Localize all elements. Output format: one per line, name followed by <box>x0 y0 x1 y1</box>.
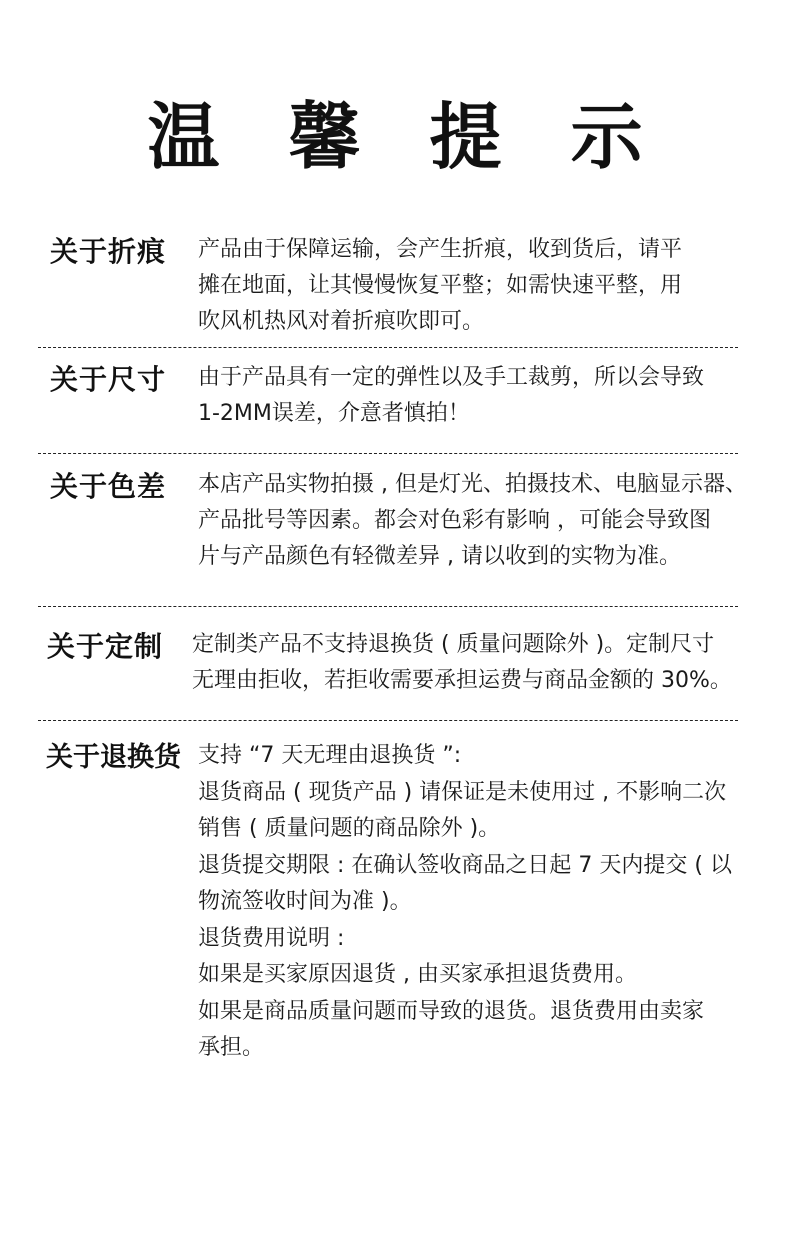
body-line: 无理由拒收，若拒收需要承担运费与商品金额的 30%。 <box>192 668 732 693</box>
body-line: 退货费用说明 : <box>198 925 345 951</box>
body-line: 销售 ( 质量问题的商品除外 )。 <box>198 816 501 841</box>
section-body <box>198 467 747 575</box>
section-label: 关于折痕 <box>50 235 167 268</box>
body-line: 产品由于保障运输，会产生折痕，收到货后，请平 <box>198 237 683 262</box>
page-title: 温 馨 提 示 <box>147 95 665 179</box>
section-label: 关于色差 <box>50 470 167 503</box>
section-body <box>192 627 732 699</box>
dashed-divider <box>38 606 738 607</box>
body-line: 吹风机热风对着折痕吹即可。 <box>198 309 485 334</box>
body-line: 如果是商品质量问题而导致的退货。退货费用由卖家 <box>198 998 705 1024</box>
body-line: 支持 “7 天无理由退换货 ”: <box>198 743 462 768</box>
section-label: 关于定制 <box>47 630 164 663</box>
body-line: 由于产品具有一定的弹性以及手工裁剪，所以会导致 <box>198 365 705 390</box>
dashed-divider <box>38 453 738 454</box>
body-line: 如果是买家原因退货 , 由买家承担退货费用。 <box>198 962 637 987</box>
body-line: 本店产品实物拍摄 , 但是灯光、拍摄技术、电脑显示器、 <box>198 472 747 497</box>
body-line: 定制类产品不支持退换货 ( 质量问题除外 )。定制尺寸 <box>192 632 715 657</box>
section-label: 关于退换货 <box>46 742 181 773</box>
section-body <box>198 360 704 432</box>
section-body <box>198 738 732 1067</box>
body-line: 1-2MM误差，介意者慎拍！ <box>198 401 470 426</box>
body-line: 摊在地面，让其慢慢恢复平整；如需快速平整，用 <box>198 273 683 298</box>
body-line: 退货提交期限 : 在确认签收商品之日起 7 天内提交 ( 以 <box>198 852 732 878</box>
section-body <box>198 232 682 340</box>
dashed-divider <box>38 347 738 348</box>
body-line: 退货商品 ( 现货产品 ) 请保证是未使用过 , 不影响二次 <box>198 779 727 805</box>
body-line: 承担。 <box>198 1035 265 1060</box>
body-line: 物流签收时间为准 )。 <box>198 889 412 914</box>
section-label: 关于尺寸 <box>50 363 167 396</box>
body-line: 产品批号等因素。都会对色彩有影响 ，可能会导致图 <box>198 508 711 533</box>
body-line: 片与产品颜色有轻微差异 , 请以收到的实物为准。 <box>198 544 681 569</box>
dashed-divider <box>38 720 738 721</box>
